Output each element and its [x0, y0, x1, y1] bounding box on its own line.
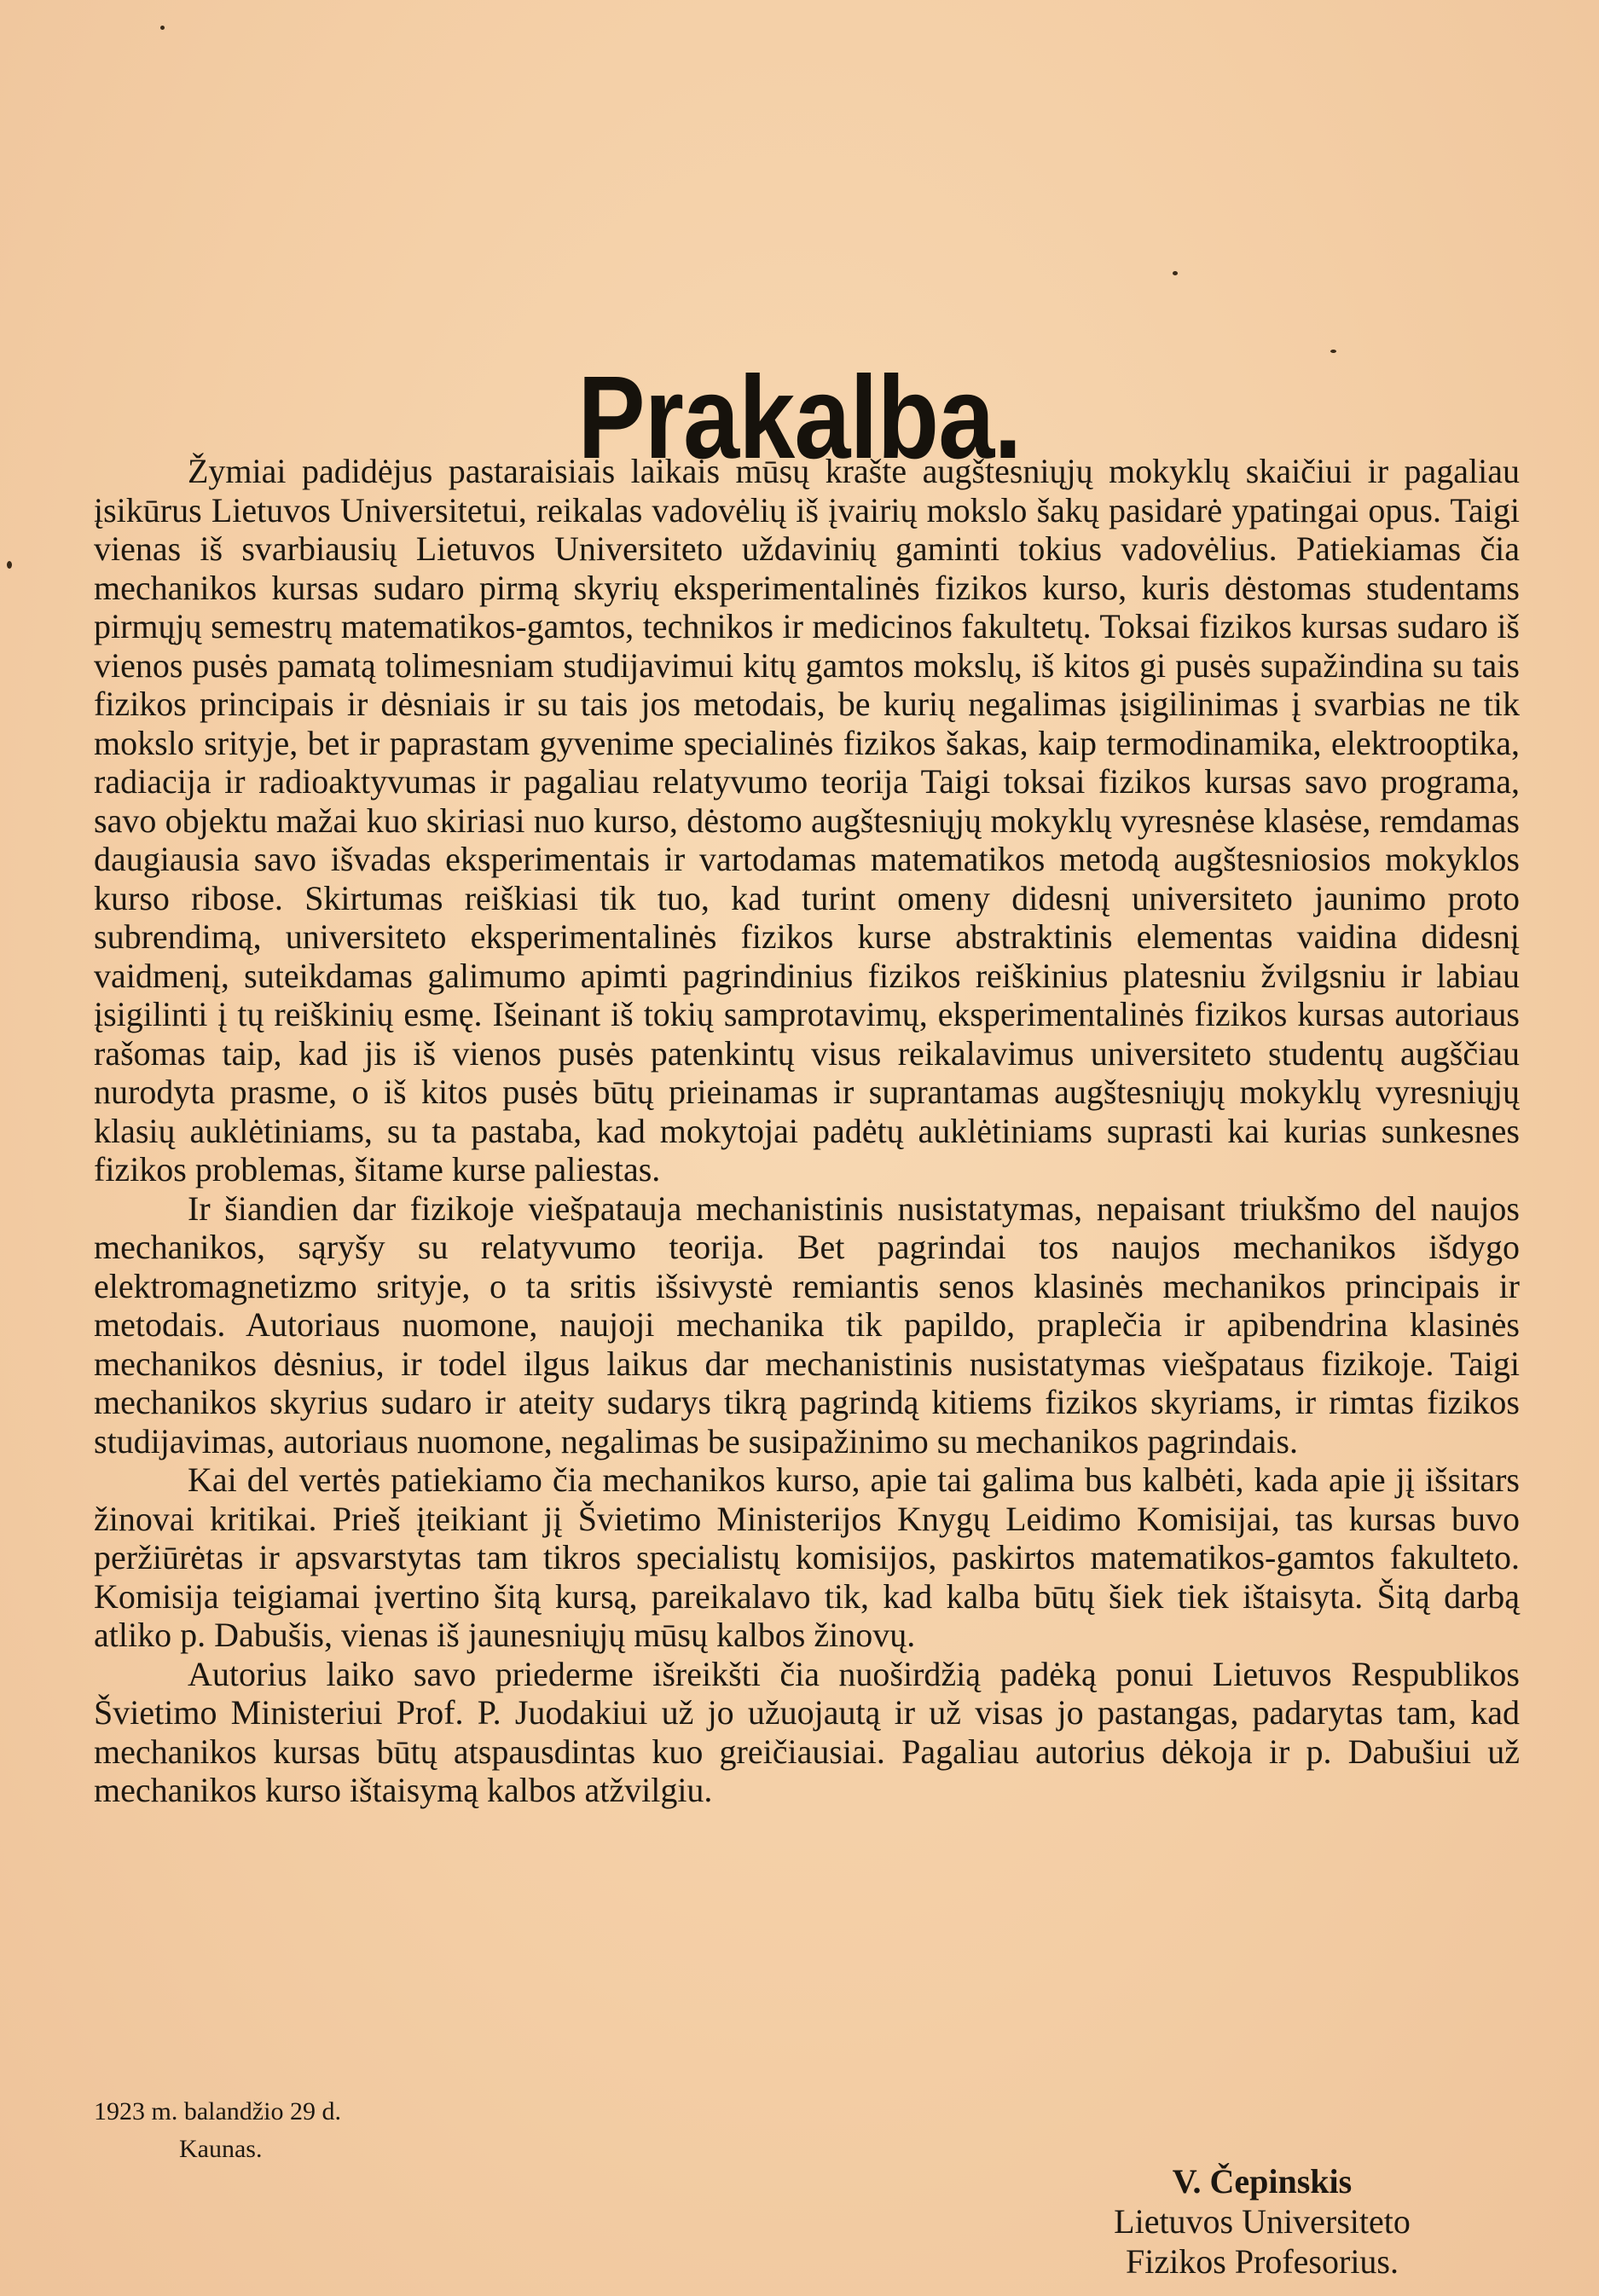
paper-speck — [160, 26, 165, 30]
paragraph-4: Autorius laiko savo priederme išreikšti čia nuoširdžią padėką ponui Lietuvos Respublikos Švietimo Ministeriui Prof. P. Juodakiui už jo užuojautą ir už visas jo pastangas, padarytas tam, kad mechanikos kursas būtų atspausdintas kuo greičiausiai. Pagaliau autorius dėkoja ir p. Dabušiui už mechanikos kurso ištaisymą kalbos atžvilgiu. — [94, 1654, 1520, 1809]
paper-speck — [1173, 271, 1178, 275]
author-name: V. Čepinskis — [1172, 2162, 1353, 2201]
author-affiliation: Lietuvos Universiteto — [1114, 2202, 1411, 2241]
document-body — [94, 452, 1520, 1810]
document-place: Kaunas. — [179, 2135, 263, 2163]
date-place-block — [94, 2093, 341, 2168]
paper-speck — [7, 561, 12, 569]
author-position: Fizikos Profesorius. — [1126, 2242, 1399, 2281]
page-title: Prakalba. — [577, 352, 1022, 484]
signature-block — [1062, 2161, 1463, 2282]
paragraph-1: Žymiai padidėjus pastaraisiais laikais mūsų krašte augštesniųjų mokyklų skaičiui ir pagaliau įsikūrus Lietuvos Universitetui, reikalas vadovėlių iš įvairių mokslo šakų pasidarė ypatingai opus. Taigi vienas iš svarbiausių Lietuvos Universiteto uždavinių gaminti tokius vadovėlius. Patiekiamas čia mechanikos kursas sudaro pirmą skyrių eksperimentalinės fizikos kurso, kuris dėstomas studentams pirmųjų semestrų matematikos-gamtos, technikos ir medicinos fakultetų. Toksai fizikos kursas sudaro iš vienos pusės pamatą tolimesniam studijavimui kitų gamtos mokslų, iš kitos gi pusės supažindina su tais fizikos principais ir dėsniais ir su tais jos metodais, be kurių negalimas įsigilinimas į svarbias ne tik mokslo srityje, bet ir paprastam gyvenime specialinės fizikos šakas, kaip termodinamika, elektrooptika, radiacija ir radioaktyvumas ir pagaliau relatyvumo teorija Taigi toksai fizikos kursas savo programa, savo objektu mažai kuo skiriasi nuo kurso, dėstomo augštesniųjų mokyklų vyresnėse klasėse, remdamas daugiausia savo išvadas eksperimentais ir vartodamas matematikos metodą augštesniosios mokyklos kurso ribose. Skirtumas reiškiasi tik tuo, kad turint omeny didesnį universiteto jaunimo proto subrendimą, universiteto eksperimentalinės fizikos kurse abstraktinis elementas vaidina didesnį vaidmenį, suteikdamas galimumo apimti pagrindinius fizikos reiškinius platesniu žvilgsniu ir labiau įsigilinti į tų reiškinių esmę. Išeinant iš tokių samprotavimų, eksperimentalinės fizikos kursas autoriaus rašomas taip, kad jis iš vienos pusės patenkintų visus reikalavimus universiteto studentų augščiau nurodyta prasme, o iš kitos pusės būtų prieinamas ir suprantamas augštesniųjų mokyklų vyresniųjų klasių auklėtiniams, su ta pastaba, kad mokytojai padėtų auklėtiniams suprasti kai kurias sunkesnes fizikos problemas, šitame kurse paliestas. — [94, 452, 1520, 1188]
paragraph-2: Ir šiandien dar fizikoje viešpatauja mechanistinis nusistatymas, nepaisant triukšmo del naujos mechanikos, sąryšy su relatyvumo teorija. Bet pagrindai tos naujos mechanikos išdygo elektromagnetizmo srityje, o ta sritis išsivystė remiantis senos klasinės mechanikos principais ir metodais. Autoriaus nuomone, naujoji mechanika tik papildo, praplečia ir apibendrina klasinės mechanikos dėsnius, ir todel ilgus laikus dar mechanistinis nusistatymas viešpataus fizikoje. Taigi mechanikos skyrius sudaro ir ateity sudarys tikrą pagrindą kitiems fizikos skyriams, ir rimtas fizikos studijavimas, autoriaus nuomone, negalimas be susipažinimo su mechanikos pagrindais. — [94, 1188, 1520, 1460]
document-date: 1923 m. balandžio 29 d. — [94, 2097, 341, 2125]
paragraph-3: Kai del vertės patiekiamo čia mechanikos kurso, apie tai galima bus kalbėti, kada apie jį išsitars žinovai kritikai. Prieš įteikiant jį Švietimo Ministerijos Knygų Leidimo Komisijai, tas kursas buvo peržiūrėtas ir apsvarstytas tam tikros specialistų komisijos, paskirtos matematikos-gamtos fakulteto. Komisija teigiamai įvertino šitą kursą, pareikalavo tik, kad kalba būtų šiek tiek ištaisyta. Šitą darbą atliko p. Dabušis, vienas iš jaunesniųjų mūsų kalbos žinovų. — [94, 1460, 1520, 1654]
